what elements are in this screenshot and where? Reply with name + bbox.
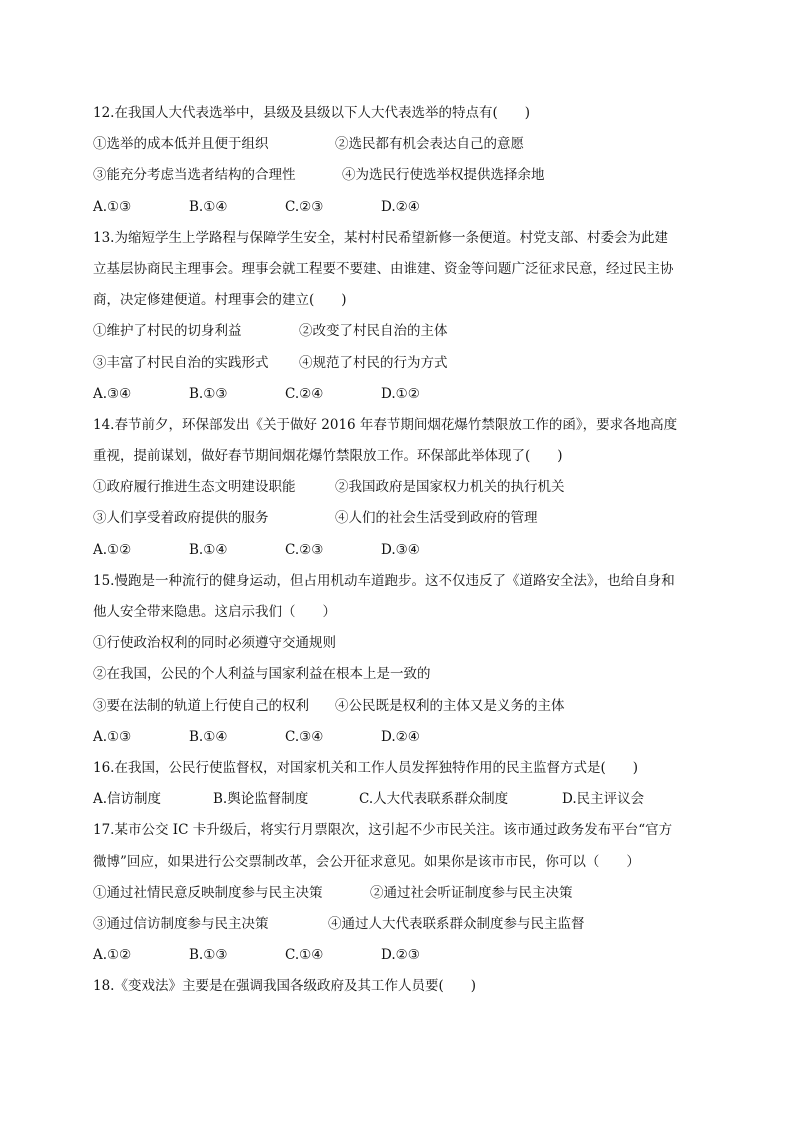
statement: ③丰富了村民自治的实践形式 bbox=[93, 354, 269, 371]
statement: ②我国政府是国家权力机关的执行机关 bbox=[335, 479, 565, 496]
question-15-stem-line-1: 15.慢跑是一种流行的健身运动，但占用机动车道跑步。这不仅违反了《道路安全法》，也给自身和 bbox=[93, 572, 675, 589]
statement: ①政府履行推进生态文明建设职能 bbox=[93, 479, 296, 496]
statement: ①通过社情民意反映制度参与民主决策 bbox=[93, 884, 323, 901]
option-d[interactable]: D.②③ bbox=[381, 947, 420, 964]
statement: ①选举的成本低并且便于组织 bbox=[93, 136, 269, 153]
question-14-stem-line-2: 重视，提前谋划，做好春节期间烟花爆竹禁限放工作。环保部此举体现了( ) bbox=[93, 448, 563, 465]
option-b[interactable]: B.①④ bbox=[189, 541, 228, 558]
option-b[interactable]: B.①④ bbox=[189, 198, 228, 215]
option-d[interactable]: D.②④ bbox=[381, 728, 420, 745]
question-17-stem-line-1: 17.某市公交 IC 卡升级后，将实行月票限次，这引起不少市民关注。该市通过政务发布平台“官方 bbox=[93, 822, 673, 839]
question-13-statements-row-1 bbox=[93, 316, 703, 347]
question-13-options bbox=[93, 379, 703, 410]
option-b[interactable]: B.舆论监督制度 bbox=[213, 791, 309, 808]
statement: ②改变了村民自治的主体 bbox=[299, 323, 448, 340]
option-b[interactable]: B.①③ bbox=[189, 947, 228, 964]
question-18-stem: 18.《变戏法》主要是在强调我国各级政府及其工作人员要( ) bbox=[93, 978, 477, 995]
option-c[interactable]: C.①④ bbox=[285, 947, 324, 964]
question-12-statements-row-1 bbox=[93, 129, 703, 160]
statement: ①维护了村民的切身利益 bbox=[93, 323, 242, 340]
question-14-options bbox=[93, 535, 703, 566]
option-d[interactable]: D.②④ bbox=[381, 198, 420, 215]
option-c[interactable]: C.人大代表联系群众制度 bbox=[359, 791, 509, 808]
statement: ④为选民行使选举权提供选择余地 bbox=[342, 167, 545, 184]
question-13-stem-line-2: 立基层协商民主理事会。理事会就工程要不要建、由谁建、资金等问题广泛征求民意，经过民主协 bbox=[93, 260, 674, 277]
statement: ③人们享受着政府提供的服务 bbox=[93, 510, 269, 527]
option-a[interactable]: A.③④ bbox=[93, 385, 132, 402]
option-b[interactable]: B.①④ bbox=[189, 728, 228, 745]
question-15-options bbox=[93, 722, 703, 753]
statement: ②选民都有机会表达自己的意愿 bbox=[335, 136, 524, 153]
option-d[interactable]: D.③④ bbox=[381, 541, 420, 558]
question-15-statements-row-3 bbox=[93, 691, 703, 722]
option-d[interactable]: D.民主评议会 bbox=[562, 791, 645, 808]
option-b[interactable]: B.①③ bbox=[189, 385, 228, 402]
question-list bbox=[93, 98, 703, 1002]
option-a[interactable]: A.①② bbox=[93, 947, 132, 964]
question-17-statements-row-1 bbox=[93, 878, 703, 909]
question-14-statements-row-1 bbox=[93, 472, 703, 503]
question-15-stem-line-2: 他人安全带来隐患。这启示我们（ ） bbox=[93, 604, 336, 620]
question-16-options bbox=[93, 784, 703, 815]
statement: ④公民既是权利的主体又是义务的主体 bbox=[335, 697, 565, 714]
option-a[interactable]: A.①② bbox=[93, 541, 132, 558]
statement: ④通过人大代表联系群众制度参与民主监督 bbox=[328, 915, 585, 932]
question-12-statements-row-2 bbox=[93, 160, 703, 191]
question-13-stem-line-1: 13.为缩短学生上学路程与保障学生安全，某村村民希望新修一条便道。村党支部、村委会为此建 bbox=[93, 229, 668, 246]
option-d[interactable]: D.①② bbox=[381, 385, 420, 402]
option-c[interactable]: C.②③ bbox=[285, 541, 324, 558]
question-12-stem: 12.在我国人大代表选举中，县级及县级以下人大代表选举的特点有( ) bbox=[93, 105, 531, 121]
question-12-options bbox=[93, 192, 703, 223]
option-a[interactable]: A.①③ bbox=[93, 198, 132, 215]
statement: ④规范了村民的行为方式 bbox=[299, 354, 448, 371]
question-15-statement-2: ②在我国，公民的个人利益与国家利益在根本上是一致的 bbox=[93, 666, 431, 683]
statement: ③要在法制的轨道上行使自己的权利 bbox=[93, 697, 309, 714]
question-15-statement-1: ①行使政治权利的同时必须遵守交通规则 bbox=[93, 635, 336, 652]
option-c[interactable]: C.②③ bbox=[285, 198, 324, 215]
statement: ③能充分考虑当选者结构的合理性 bbox=[93, 167, 296, 184]
option-c[interactable]: C.③④ bbox=[285, 728, 324, 745]
option-a[interactable]: A.①③ bbox=[93, 728, 132, 745]
question-17-stem-line-2: 微博”回应，如果进行公交票制改革，会公开征求意见。如果你是该市市民，你可以（ ） bbox=[93, 853, 640, 870]
question-16-stem: 16.在我国，公民行使监督权，对国家机关和工作人员发挥独特作用的民主监督方式是( ) bbox=[93, 759, 639, 776]
statement: ④人们的社会生活受到政府的管理 bbox=[335, 510, 538, 527]
option-a[interactable]: A.信访制度 bbox=[93, 791, 162, 808]
question-13-stem-line-3: 商，决定修建便道。村理事会的建立( ) bbox=[93, 292, 347, 309]
question-14-statements-row-2 bbox=[93, 503, 703, 534]
question-17-statements-row-2 bbox=[93, 909, 703, 940]
question-17-options bbox=[93, 940, 703, 971]
statement: ③通过信访制度参与民主决策 bbox=[93, 915, 269, 932]
question-14-stem-line-1: 14.春节前夕，环保部发出《关于做好 2016 年春节期间烟花爆竹禁限放工作的函》，要求各地高度 bbox=[93, 416, 678, 433]
option-c[interactable]: C.②④ bbox=[285, 385, 324, 402]
statement: ②通过社会听证制度参与民主决策 bbox=[370, 884, 573, 901]
question-13-statements-row-2 bbox=[93, 348, 703, 379]
